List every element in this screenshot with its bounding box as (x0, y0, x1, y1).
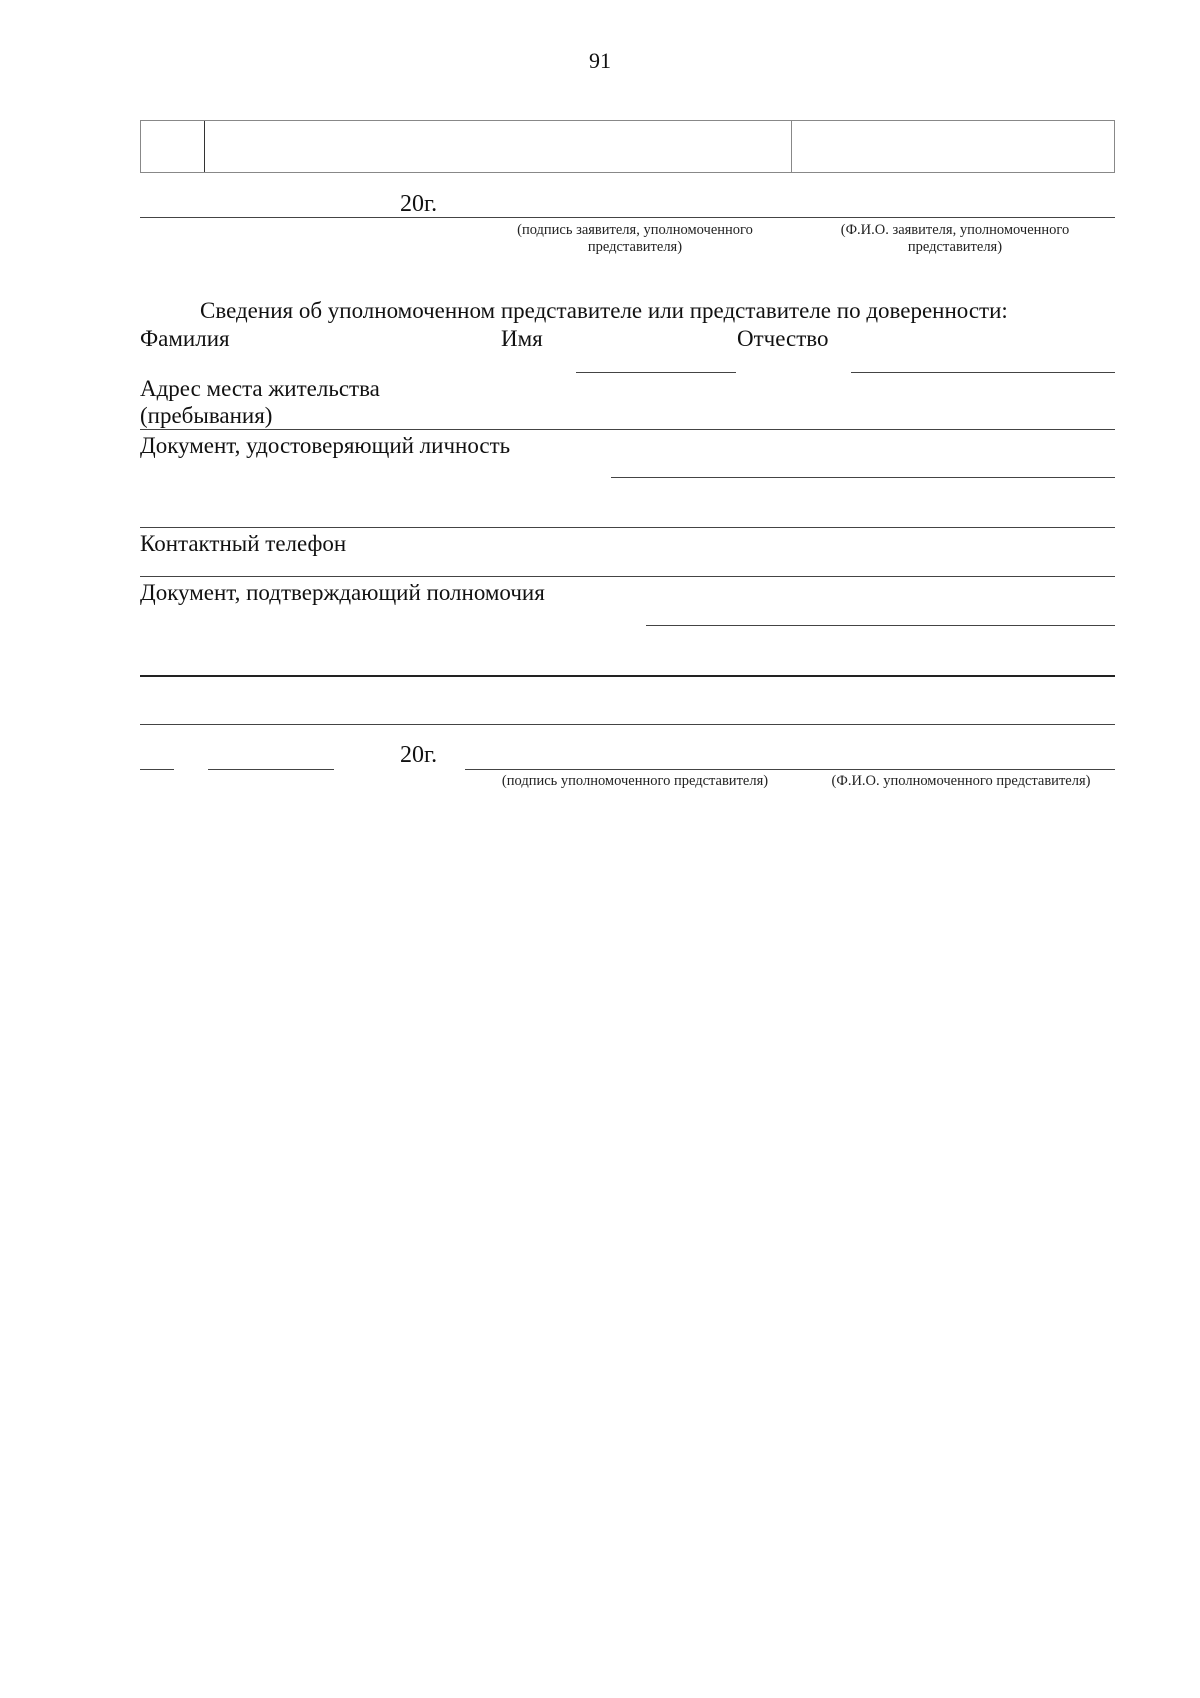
name-label: Имя (501, 326, 543, 351)
second-day-line[interactable] (140, 769, 174, 770)
surname-label: Фамилия (140, 326, 230, 351)
authority-document-field-line-1[interactable] (646, 625, 1115, 626)
phone-field-line[interactable] (140, 576, 1115, 577)
id-document-field-line-2[interactable] (140, 527, 1115, 528)
patronymic-field-line[interactable] (851, 372, 1115, 373)
second-signature-line[interactable] (465, 769, 1115, 770)
patronymic-label: Отчество (737, 326, 829, 351)
address-label-line1: Адрес места жительства (140, 376, 380, 401)
authority-document-label: Документ, подтверждающий полномочия (140, 580, 545, 605)
second-caption-fio: (Ф.И.О. уполномоченного представителя) (831, 773, 1091, 789)
form-table (140, 120, 1115, 173)
table-cell-notes[interactable] (792, 121, 1114, 172)
second-date-year (400, 742, 437, 768)
date-year-suffix: г. (424, 191, 438, 217)
address-label-line2: (пребывания) (140, 403, 273, 428)
name-field-line[interactable] (576, 372, 736, 373)
first-date-line[interactable] (140, 217, 1115, 218)
second-month-line[interactable] (208, 769, 334, 770)
second-caption-signature: (подпись уполномоченного представителя) (501, 773, 769, 789)
first-date-year (400, 191, 437, 217)
table-cell-number[interactable] (141, 121, 204, 172)
address-field-line[interactable] (140, 429, 1115, 430)
table-cell-document[interactable] (205, 121, 791, 172)
date-year: 20 (400, 742, 424, 768)
date-year-suffix: г. (424, 742, 438, 768)
authority-document-field-line-3[interactable] (140, 724, 1115, 725)
page-number: 91 (589, 48, 611, 73)
phone-label: Контактный телефон (140, 531, 347, 556)
authority-document-field-line-2[interactable] (140, 675, 1115, 677)
section-heading: Сведения об уполномоченном представителе или представителе по доверенности: (200, 298, 1008, 323)
first-caption-fio: (Ф.И.О. заявителя, уполномоченного представителя) (840, 222, 1070, 255)
first-caption-signature: (подпись заявителя, уполномоченного представителя) (517, 222, 753, 255)
id-document-field-line-1[interactable] (611, 477, 1115, 478)
id-document-label: Документ, удостоверяющий личность (140, 433, 511, 458)
date-year: 20 (400, 191, 424, 217)
